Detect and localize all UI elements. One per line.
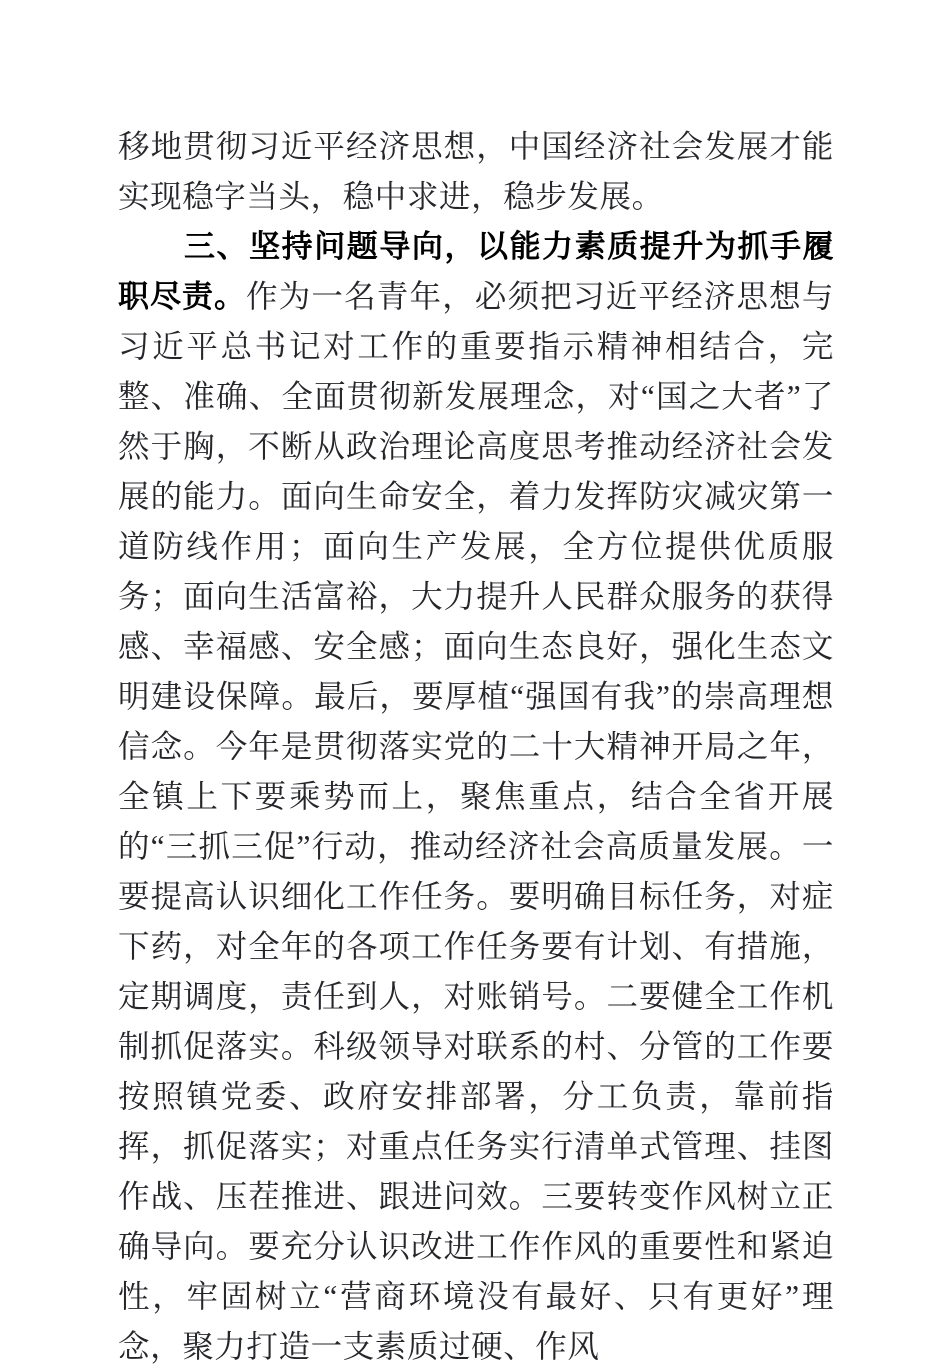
section-heading-three: 三、坚持问题导向，以能力素质提升为抓手履职尽责。 bbox=[118, 229, 834, 315]
section-three-body-text: 作为一名青年，必须把习近平经济思想与习近平总书记对工作的重要指示精神相结合，完整、准确、全面贯彻新发展理念，对“国之大者”了然于胸，不断从政治理论高度思考推动经济社会发展的能力。面向生命安全，着力发挥防灾减灾第一道防线作用；面向生产发展，全方位提供优质服务；面向生活富裕，大力提升人民群众服务的获得感、幸福感、安全感；面向生态良好，强化生态文明建设保障。最后，要厚植“强国有我”的崇高理想信念。今年是贯彻落实党的二十大精神开局之年，全镇上下要乘势而上，聚焦重点，结合全省开展的“三抓三促”行动，推动经济社会高质量发展。一要提高认识细化工作任务。要明确目标任务，对症下药，对全年的各项工作任务要有计划、有措施，定期调度，责任到人，对账销号。二要健全工作机制抓促落实。科级领导对联系的村、分管的工作要按照镇党委、政府安排部署，分工负责，靠前指挥，抓促落实；对重点任务实行清单式管理、挂图作战、压茬推进、跟进问效。三要转变作风树立正确导向。要充分认识改进工作作风的重要性和紧迫性，牢固树立“营商环境没有最好、只有更好”理念，聚力打造一支素质过硬、作风 bbox=[118, 279, 834, 1364]
document-text-column bbox=[118, 122, 834, 1372]
paragraph-section-three bbox=[118, 222, 834, 1372]
paragraph-continuation-text: 移地贯彻习近平经济思想，中国经济社会发展才能实现稳字当头，稳中求进，稳步发展。 bbox=[118, 129, 834, 214]
paragraph-continuation bbox=[118, 122, 834, 222]
